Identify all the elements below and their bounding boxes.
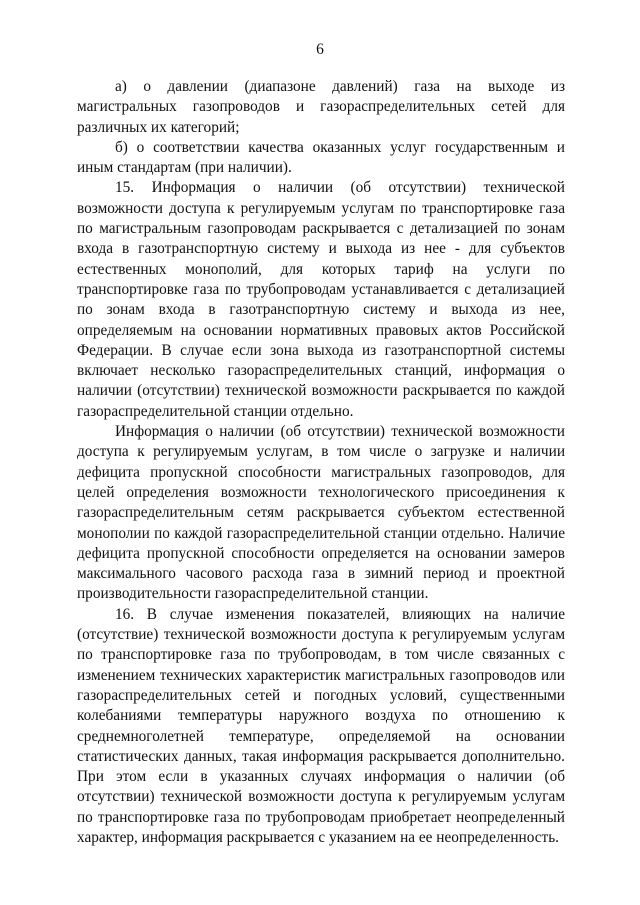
paragraph-item-b: б) о соответствии качества оказанных услуг государственным и иным стандартам (при наличии). bbox=[77, 138, 565, 177]
paragraph-item-a: а) о давлении (диапазоне давлений) газа на выходе из магистральных газопроводов и газораспределительных сетей для различных их категорий; bbox=[77, 78, 565, 136]
document-body bbox=[77, 77, 565, 848]
paragraph-clause-16: 16. В случае изменения показателей, влияющих на наличие (отсутствие) технической возможности доступа к регулируемым услугам по транспортировке газа по трубопроводам, в том числе связанных с изменением технических характеристик магистральных газопроводов или газораспределительных сетей и погодных условий, существенными колебаниями температуры наружного воздуха по отношению к среднемноголетней температуре, определяемой на основании статистических данных, такая информация раскрывается дополнительно. При этом если в указанных случаях информация о наличии (об отсутствии) технической возможности доступа к регулируемым услугам по транспортировке газа по трубопроводам приобретает неопределенный характер, информация раскрывается с указанием на ее неопределенность. bbox=[77, 605, 565, 846]
paragraph-clause-15: 15. Информация о наличии (об отсутствии) технической возможности доступа к регулируемым услугам по транспортировке газа по магистральным газопроводам раскрывается с детализацией по зонам входа в газотранспортную систему и выхода из нее - для субъектов естественных монополий, для которых тариф на услуги по транспортировке газа по трубопроводам устанавливается с детализацией по зонам входа в газотранспортную систему и выхода из нее, определяемым на основании нормативных правовых актов Российской Федерации. В случае если зона выхода из газотранспортной системы включает несколько газораспределительных станций, информация о наличии (отсутствии) технической возможности раскрывается по каждой газораспределительной станции отдельно. bbox=[77, 179, 565, 420]
page-number: 6 bbox=[316, 41, 324, 58]
paragraph-clause-15-continued: Информация о наличии (об отсутствии) технической возможности доступа к регулируемым услугам, в том числе о загрузке и наличии дефицита пропускной способности магистральных газопроводов, для целей определения возможности технологического присоединения к газораспределительным сетям раскрывается субъектом естественной монополии по каждой газораспределительной станции отдельно. Наличие дефицита пропускной способности определяется на основании замеров максимального часового расхода газа в зимний период и проектной производительности газораспределительной станции. bbox=[77, 423, 565, 603]
